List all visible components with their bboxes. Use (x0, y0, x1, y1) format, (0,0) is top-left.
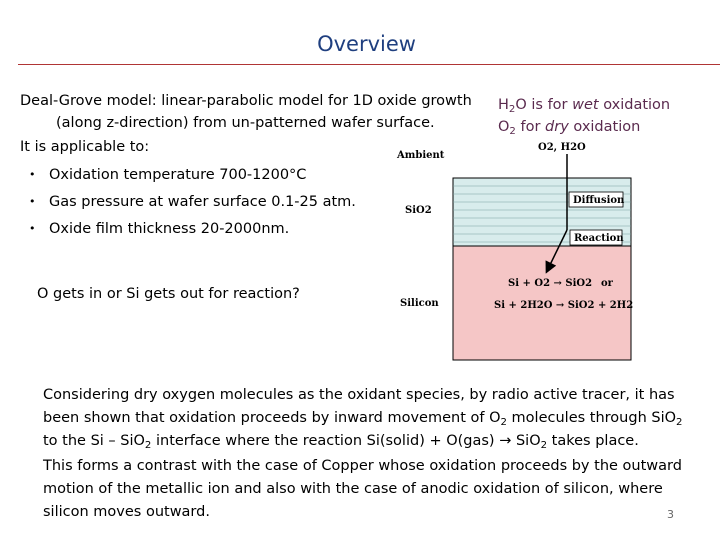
reaction-label: Reaction (574, 233, 624, 244)
slide-title: Overview (317, 32, 416, 56)
bullet-icon: • (29, 222, 36, 235)
list-item (29, 183, 356, 210)
page-number: 3 (667, 508, 674, 521)
equation-2: Si + 2H2O → SiO2 + 2H2 (494, 300, 634, 311)
dry-line-suffix: oxidation (573, 119, 641, 135)
list-item-text: Gas pressure at wafer surface 0.1-25 atm. (49, 194, 356, 210)
diffusion-label: Diffusion (573, 195, 625, 206)
dry-oxidation-line: $O_2$ for dry oxidation (498, 119, 641, 137)
intro-line-1: Deal-Grove model: linear-parabolic model for 1D oxide growth (20, 93, 472, 109)
applicable-heading: It is applicable to: (20, 139, 150, 155)
list-item (29, 156, 356, 183)
paragraph-copper-contrast: This forms a contrast with the case of Copper whose oxidation proceeds by the outward motion of the metallic ion and also with the case of anodic oxidation of silicon, where silicon moves outward. (43, 458, 682, 520)
wet-word: wet (572, 97, 599, 113)
bullet-icon: • (29, 168, 36, 181)
wet-oxidation-line: $H_2O$ is for wet oxidation (498, 97, 671, 115)
bullet-icon: • (29, 195, 36, 208)
list-item (29, 210, 356, 237)
wet-line-suffix: oxidation (603, 97, 671, 113)
applicability-list (29, 156, 356, 237)
silicon-label: Silicon (400, 298, 439, 309)
dry-word: dry (545, 119, 569, 135)
oxidant-note (498, 94, 718, 138)
paragraph-dry-oxygen: Considering dry oxygen molecules as the oxidant species, by radio active tracer, it has been shown that oxidation proceeds by inward movement of $O_2$ molecules through SiO$_2$ to the Si – SiO$_2$ interface where the reaction Si(solid) + O(gas) → SiO$_2$ takes place. (43, 387, 683, 451)
oxidation-diagram (395, 138, 640, 363)
question-text: O gets in or Si gets out for reaction? (37, 286, 300, 302)
ambient-label: Ambient (397, 150, 445, 161)
dry-line-prefix: for (520, 119, 541, 135)
list-item-text: Oxide film thickness 20-2000nm. (49, 221, 290, 237)
wet-line-prefix: O is for (515, 97, 568, 113)
list-item-text: Oxidation temperature 700-1200°C (49, 167, 307, 183)
sio2-label: SiO2 (405, 205, 432, 216)
or-label: or (601, 278, 613, 289)
equation-1: Si + O2 → SiO2 (508, 278, 593, 289)
species-label: O2, H2O (538, 142, 586, 153)
intro-line-2: (along z-direction) from un-patterned wafer surface. (56, 115, 435, 131)
title-divider (18, 64, 720, 65)
intro-text (20, 90, 490, 134)
